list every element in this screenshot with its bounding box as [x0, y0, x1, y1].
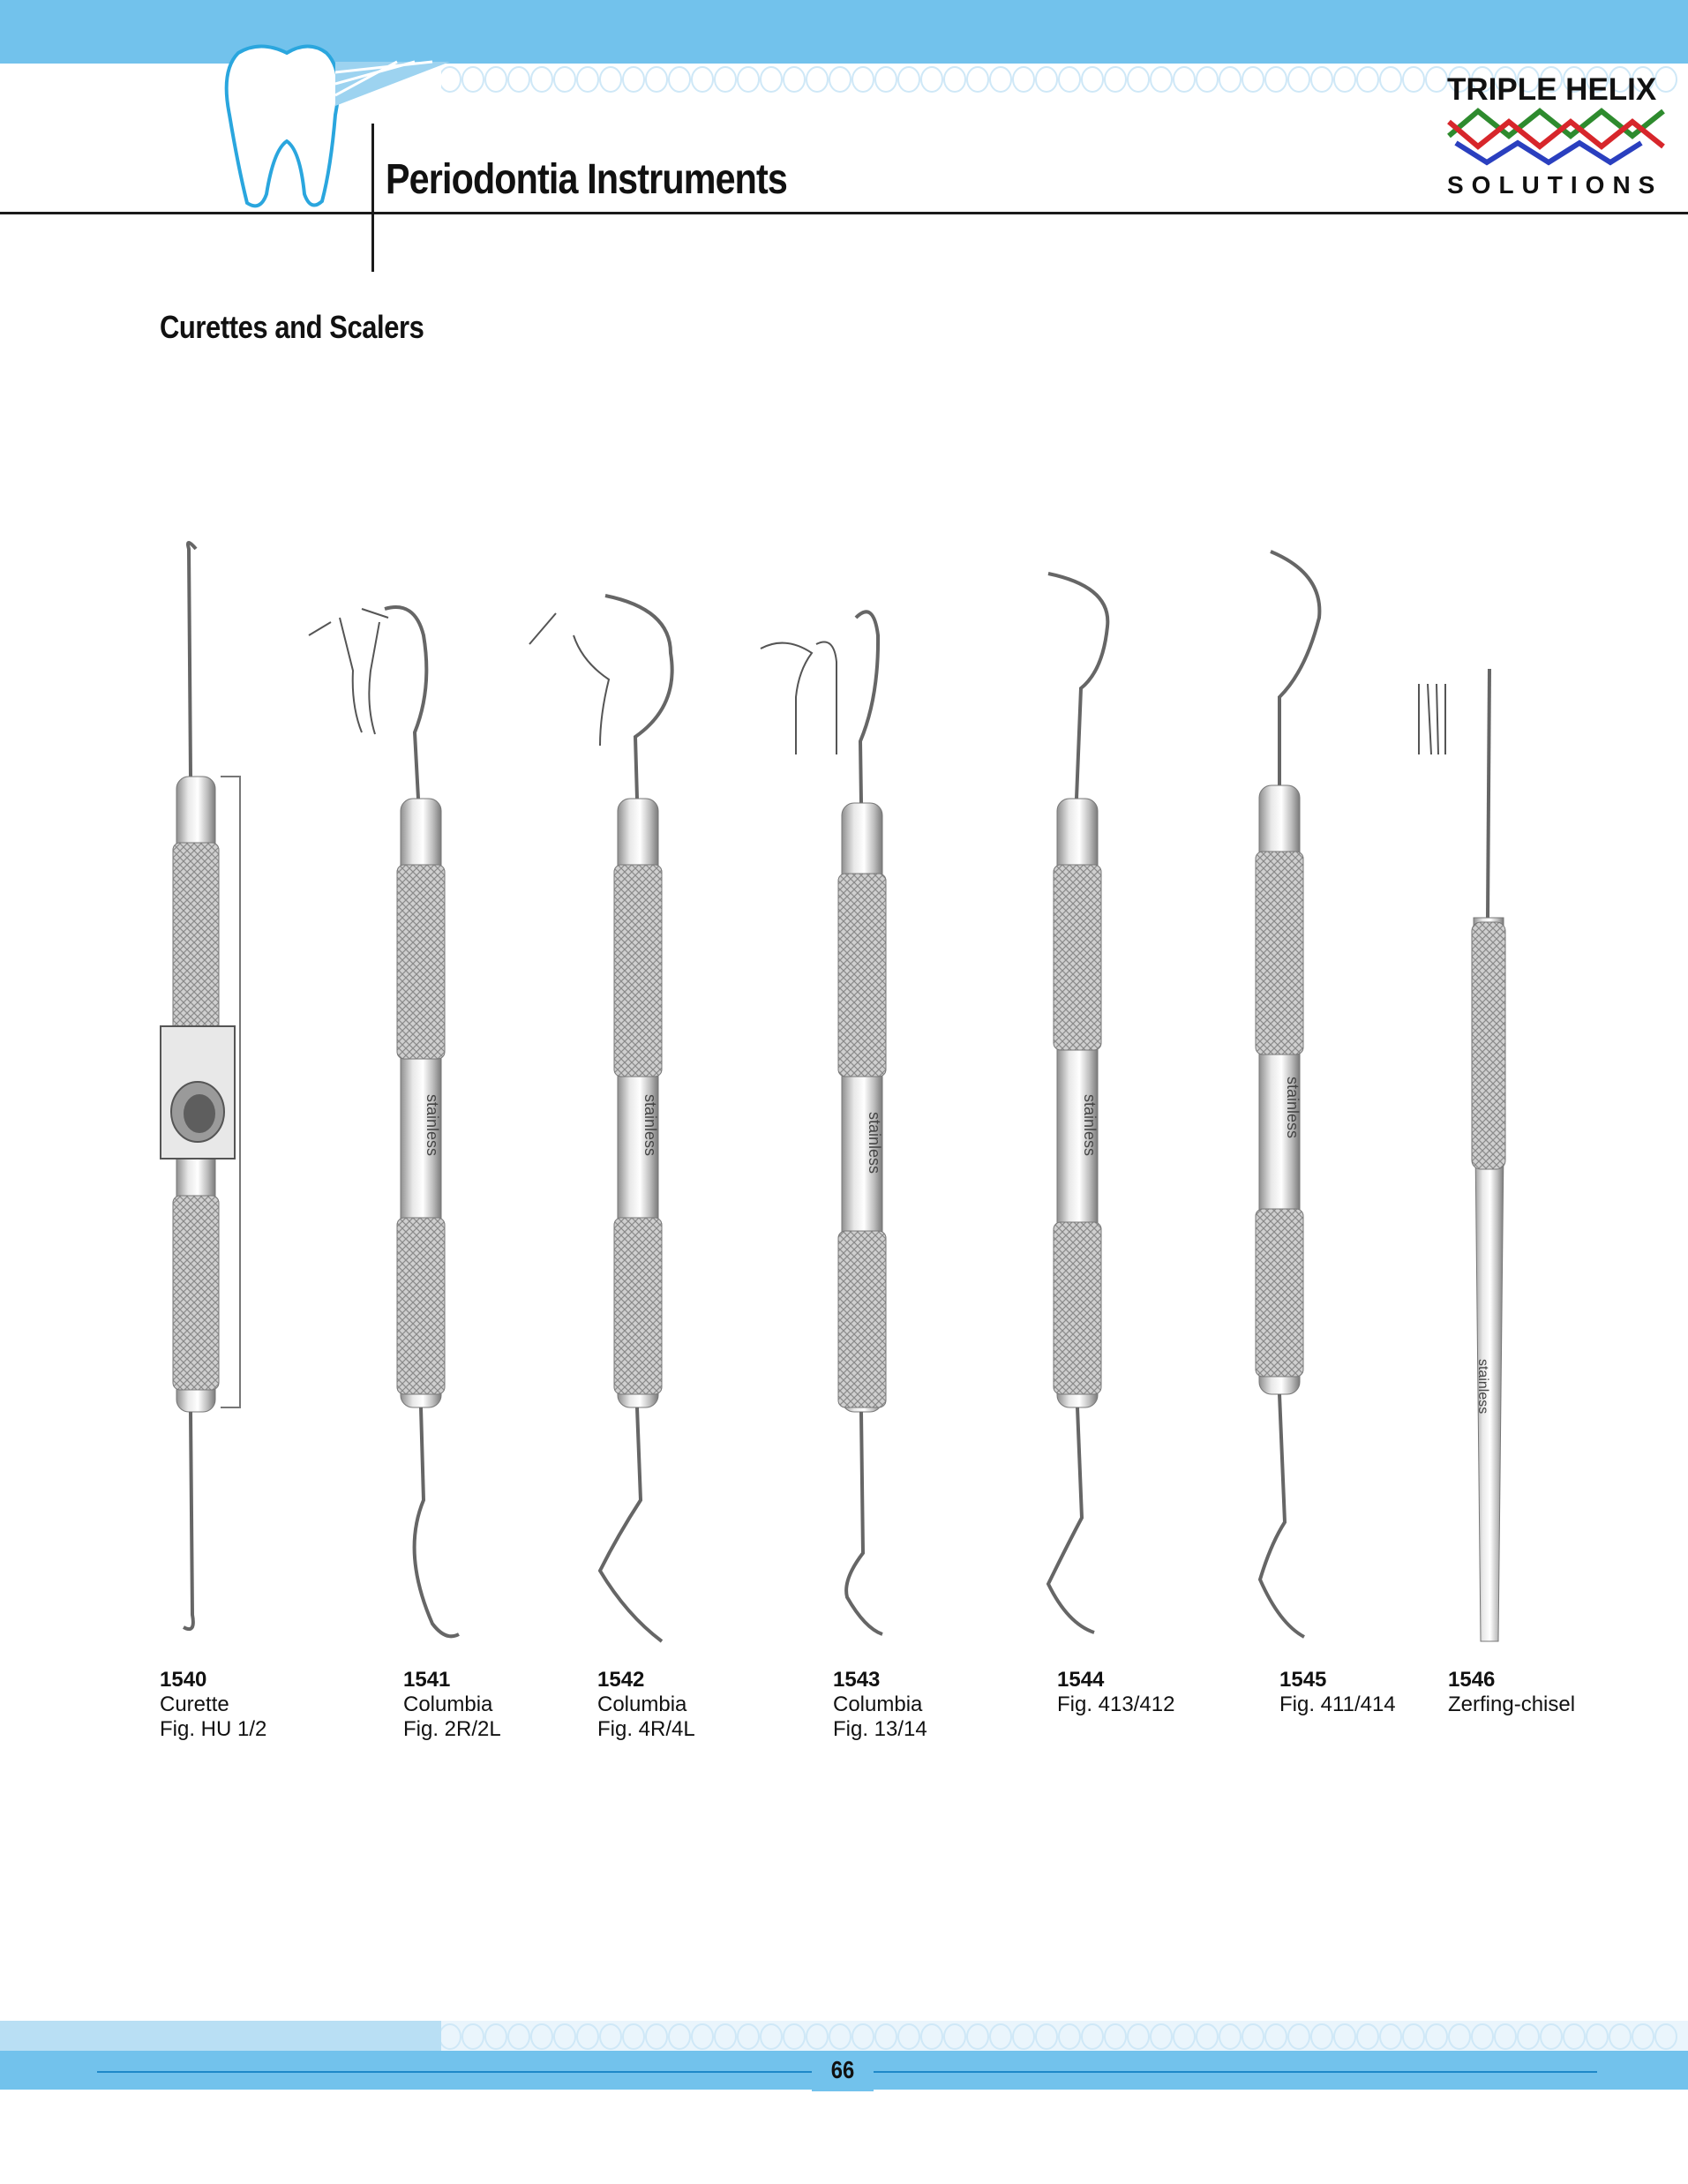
ring-ornament — [967, 67, 988, 92]
ring-ornament — [1174, 67, 1195, 92]
product-code: 1540 — [160, 1668, 207, 1692]
product-fig: Fig. 4R/4L — [597, 1717, 695, 1741]
ring-ornament — [1311, 67, 1332, 92]
ring-ornament — [1128, 67, 1149, 92]
ring-ornament — [1334, 67, 1355, 92]
product-code: 1541 — [403, 1668, 451, 1692]
product-caption — [160, 1668, 266, 1742]
instrument-1545 — [1256, 552, 1319, 1637]
handle-marking: stainless — [1081, 1094, 1099, 1157]
ring-ornament — [898, 67, 919, 92]
ring-ornament — [921, 67, 942, 92]
footer-light-band — [0, 2021, 441, 2051]
ring-ornament — [692, 67, 713, 92]
ring-ornament — [1219, 67, 1241, 92]
ring-ornament — [829, 67, 851, 92]
ring-ornament — [990, 67, 1011, 92]
ring-ornament — [1105, 67, 1126, 92]
page-number: 66 — [830, 2056, 855, 2083]
helix-waves-icon — [1447, 104, 1668, 168]
ring-ornament — [554, 67, 575, 92]
ring-ornament — [738, 67, 759, 92]
product-fig: Fig. HU 1/2 — [160, 1717, 267, 1741]
ring-ornament — [1426, 67, 1447, 92]
ring-ornament — [1059, 67, 1080, 92]
ring-ornament — [1197, 67, 1218, 92]
product-name: Curette — [160, 1692, 229, 1716]
handle-marking: stainless — [1475, 1359, 1490, 1415]
instrument-1542 — [529, 596, 672, 1641]
brand-name-top: TRIPLE HELIX — [1447, 72, 1657, 107]
product-fig: Fig. 13/14 — [833, 1717, 927, 1741]
ring-ornament — [462, 67, 484, 92]
ring-ornament — [1380, 67, 1401, 92]
instrument-1541 — [309, 607, 459, 1636]
product-name: Zerfing-chisel — [1448, 1692, 1576, 1716]
instrument-1544 — [1048, 574, 1107, 1632]
product-caption — [403, 1668, 501, 1742]
ring-ornament — [761, 67, 782, 92]
ring-ornament — [600, 67, 621, 92]
ring-ornament — [944, 67, 965, 92]
handle-marking: stainless — [424, 1094, 441, 1157]
product-code: 1545 — [1279, 1668, 1327, 1692]
header-vertical-rule — [371, 124, 374, 272]
ring-ornament — [1151, 67, 1172, 92]
product-fig: Fig. 2R/2L — [403, 1717, 501, 1741]
product-name: Fig. 411/414 — [1279, 1692, 1396, 1716]
product-code: 1544 — [1057, 1668, 1105, 1692]
product-name: Columbia — [833, 1692, 923, 1716]
ring-ornament — [1013, 67, 1034, 92]
product-name: Columbia — [597, 1692, 687, 1716]
instrument-1546 — [1419, 669, 1505, 1641]
brand-name-bottom: SOLUTIONS — [1447, 171, 1663, 199]
product-caption — [1279, 1668, 1396, 1717]
ring-ornament — [1036, 67, 1057, 92]
ring-ornament — [669, 67, 690, 92]
product-code: 1546 — [1448, 1668, 1496, 1692]
ring-ornament — [806, 67, 828, 92]
ring-ornament — [1655, 67, 1677, 92]
instrument-1543 — [761, 612, 886, 1634]
product-caption — [1448, 1668, 1575, 1717]
ring-ornament — [508, 67, 529, 92]
ring-ornament — [623, 67, 644, 92]
product-name: Fig. 413/412 — [1057, 1692, 1175, 1716]
ring-ornament — [1265, 67, 1287, 92]
ring-ornament — [1242, 67, 1264, 92]
handle-marking: stainless — [866, 1112, 883, 1175]
ring-ornament — [485, 67, 506, 92]
product-caption — [833, 1668, 927, 1742]
handle-marking: stainless — [1284, 1077, 1302, 1139]
handle-marking: stainless — [641, 1094, 659, 1157]
ring-ornament — [715, 67, 736, 92]
ring-ornament — [1357, 67, 1378, 92]
ring-ornament — [1082, 67, 1103, 92]
ring-ornament — [1403, 67, 1424, 92]
ring-ornament — [875, 67, 897, 92]
product-caption — [597, 1668, 695, 1742]
product-caption — [1057, 1668, 1174, 1717]
ring-ornament — [784, 67, 805, 92]
ring-ornament — [646, 67, 667, 92]
header-rule — [0, 212, 1688, 214]
section-title: Curettes and Scalers — [160, 309, 424, 345]
ring-ornament — [852, 67, 874, 92]
ring-ornament — [531, 67, 552, 92]
product-name: Columbia — [403, 1692, 493, 1716]
instrument-1540 — [161, 543, 240, 1629]
product-code: 1543 — [833, 1668, 881, 1692]
product-code: 1542 — [597, 1668, 645, 1692]
instruments-illustration — [0, 521, 1688, 1668]
ring-ornament — [577, 67, 598, 92]
ring-ornament — [1288, 67, 1309, 92]
page-title: Periodontia Instruments — [386, 156, 788, 203]
